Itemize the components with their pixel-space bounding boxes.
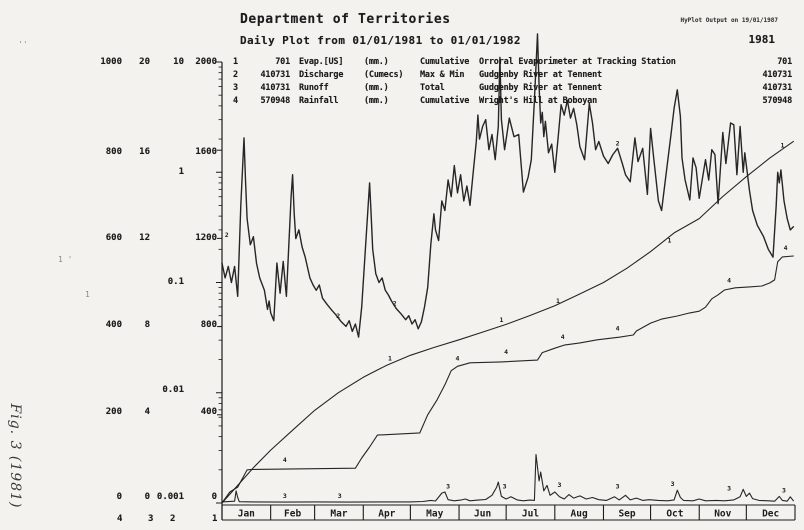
y-tick-label-s3: 8 xyxy=(144,320,150,330)
scan-mark: '' xyxy=(18,40,28,49)
y-tick-label-s2: 0.01 xyxy=(162,385,184,395)
y-tick-label-s3: 16 xyxy=(139,147,150,157)
plot-output-note: HyPlot Output on 19/01/1987 xyxy=(680,17,778,24)
legend-parameter: Rainfall xyxy=(299,96,339,106)
y-tick-label-s1: 800 xyxy=(200,320,217,330)
legend-station-description: Wright's Hill at Boboyan xyxy=(479,96,598,106)
y-tick-label-s4: 0 xyxy=(116,492,122,502)
legend-unit: (mm.) xyxy=(364,57,389,67)
axis-series-number: 4 xyxy=(117,514,123,524)
scan-mark: 1 ' xyxy=(58,255,73,264)
curve-number-label: 2 xyxy=(336,312,341,321)
y-tick-label-s2: 1 xyxy=(178,167,184,177)
legend-station-id-right: 701 xyxy=(777,57,792,67)
month-label: Nov xyxy=(714,508,732,520)
y-tick-label-s4: 200 xyxy=(105,407,122,417)
y-tick-label-s1: 400 xyxy=(200,407,217,417)
legend-parameter: Runoff xyxy=(299,83,329,93)
series-2-line xyxy=(222,34,793,337)
month-label: Oct xyxy=(666,508,684,520)
y-tick-label-s4: 600 xyxy=(105,233,122,243)
legend-unit: (mm.) xyxy=(364,96,389,106)
axis-series-number: 1 xyxy=(212,514,218,524)
y-tick-label-s3: 20 xyxy=(139,57,150,67)
legend-series-number: 2 xyxy=(233,70,238,80)
month-label: May xyxy=(426,508,444,520)
plot-subtitle: Daily Plot from 01/01/1981 to 01/01/1982 xyxy=(240,34,521,47)
legend-station-id: 410731 xyxy=(260,83,290,93)
y-tick-label-s1: 1200 xyxy=(195,233,217,243)
curve-number-label: 3 xyxy=(782,486,786,495)
figure-number-annotation: Fig. 3 (1981) xyxy=(7,403,23,509)
legend-station-id-right: 570948 xyxy=(762,96,792,106)
curve-number-label: 4 xyxy=(504,347,509,356)
legend-station-description: Orroral Evaporimeter at Tracking Station xyxy=(479,57,676,67)
legend-station-id: 701 xyxy=(275,57,290,67)
curve-number-label: 3 xyxy=(446,482,451,491)
curve-number-label: 1 xyxy=(499,315,504,324)
curve-number-label: 3 xyxy=(727,484,732,493)
page-title: Department of Territories xyxy=(240,12,451,27)
legend-series-number: 3 xyxy=(233,83,238,93)
month-label: Feb xyxy=(284,508,302,520)
legend-station-id-right: 410731 xyxy=(762,83,792,93)
month-label: Jan xyxy=(237,508,255,520)
curve-number-label: 4 xyxy=(455,354,460,363)
curve-number-label: 3 xyxy=(557,481,562,490)
y-tick-label-s3: 4 xyxy=(144,407,150,417)
scan-mark: 1 xyxy=(85,290,90,299)
y-tick-label-s1: 1600 xyxy=(195,147,217,157)
month-label: Dec xyxy=(762,508,780,520)
y-tick-label-s2: 0.1 xyxy=(167,277,184,287)
curve-number-label: 1 xyxy=(667,236,672,245)
y-tick-label-s1: 0 xyxy=(211,492,217,502)
series-4-line xyxy=(222,256,793,503)
curve-number-label: 1 xyxy=(388,354,392,363)
axis-series-number: 2 xyxy=(170,514,176,524)
legend-parameter: Discharge xyxy=(299,70,344,80)
curve-number-label: 2 xyxy=(224,231,229,240)
legend-aggregation: Cumulative xyxy=(420,57,470,67)
legend-station-description: Gudgenby River at Tennent xyxy=(479,70,602,80)
legend-series-number: 1 xyxy=(233,57,238,67)
curve-number-label: 3 xyxy=(282,492,287,501)
legend-station-id-right: 410731 xyxy=(762,70,792,80)
legend-unit: (Cumecs) xyxy=(364,70,404,80)
legend-unit: (mm.) xyxy=(364,83,389,93)
legend-aggregation: Cumulative xyxy=(420,96,470,106)
curve-number-label: 2 xyxy=(392,299,397,308)
y-tick-label-s3: 12 xyxy=(139,233,150,243)
legend-station-id: 410731 xyxy=(260,70,290,80)
curve-number-label: 4 xyxy=(615,324,620,333)
legend-parameter: Evap.[US] xyxy=(299,57,344,67)
y-tick-label-s1: 2000 xyxy=(195,57,217,67)
curve-number-label: 4 xyxy=(282,455,287,464)
series-1-line xyxy=(222,141,793,503)
curve-number-label: 3 xyxy=(337,492,342,501)
curve-number-label: 4 xyxy=(727,276,732,285)
month-label: Aug xyxy=(570,508,588,520)
legend-aggregation: Max & Min xyxy=(420,70,465,80)
y-tick-label-s3: 0 xyxy=(144,492,150,502)
month-label: Mar xyxy=(330,508,348,520)
curve-number-label: 4 xyxy=(783,244,788,253)
curve-number-label: 2 xyxy=(615,139,620,148)
legend-aggregation: Total xyxy=(420,83,445,93)
y-tick-label-s4: 400 xyxy=(105,320,122,330)
plot-year: 1981 xyxy=(748,33,775,46)
series-3-line xyxy=(222,455,793,503)
curve-number-label: 3 xyxy=(670,480,675,489)
month-label: Jul xyxy=(521,508,540,520)
y-tick-label-s4: 800 xyxy=(105,147,122,157)
curve-number-label: 1 xyxy=(780,141,785,150)
curve-number-label: 4 xyxy=(560,333,565,342)
curve-number-label: 3 xyxy=(502,482,507,491)
curve-number-label: 3 xyxy=(615,482,620,491)
axis-series-number: 3 xyxy=(148,514,154,524)
legend-station-id: 570948 xyxy=(260,96,290,106)
curve-number-label: 1 xyxy=(555,297,560,306)
month-label: Sep xyxy=(618,508,636,520)
legend-station-description: Gudgenby River at Tennent xyxy=(479,83,602,93)
y-tick-label-s4: 1000 xyxy=(100,57,122,67)
y-tick-label-s2: 10 xyxy=(173,57,184,67)
month-label: Jun xyxy=(474,508,492,520)
y-tick-label-s2: 0.001 xyxy=(156,492,184,502)
legend-series-number: 4 xyxy=(233,96,238,106)
month-label: Apr xyxy=(378,508,396,520)
